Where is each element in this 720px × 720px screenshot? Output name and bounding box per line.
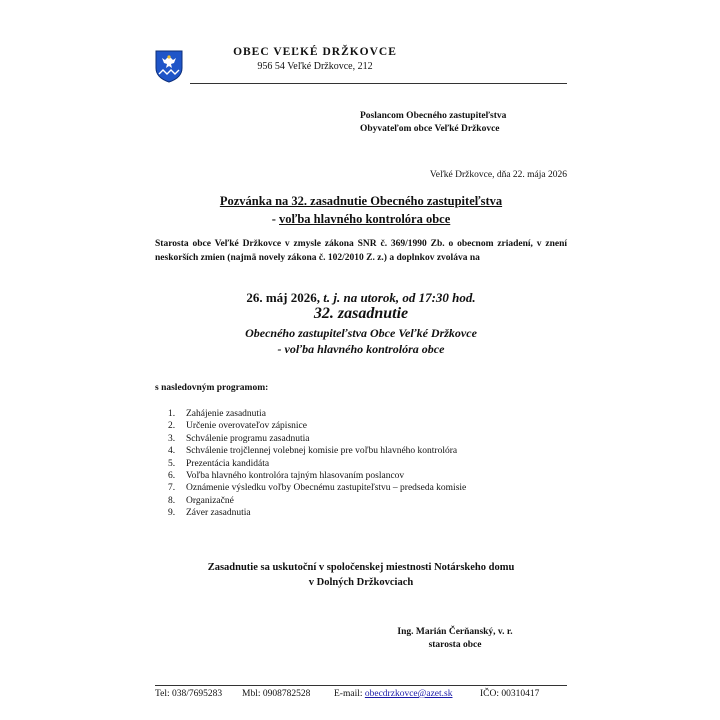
header-divider [190, 83, 567, 84]
coat-of-arms-icon [155, 50, 183, 83]
agenda-text: Organizačné [186, 495, 234, 506]
agenda-number: 8. [168, 495, 176, 506]
agenda-text: Voľba hlavného kontrolóra tajným hlasovaním poslancov [186, 470, 405, 481]
invitation-subtitle [155, 212, 567, 227]
addressee-line: Poslancom Obecného zastupiteľstva [360, 111, 507, 121]
agenda-text: Schválenie trojčlennej volebnej komisie pre voľbu hlavného kontrolóra [186, 446, 458, 457]
meeting-subject: - voľba hlavného kontrolóra obce [277, 342, 445, 356]
venue-line: v Dolných Držkovciach [308, 577, 414, 588]
agenda-number: 9. [168, 508, 176, 519]
agenda-item [168, 470, 466, 482]
signatory-name: Ing. Marián Čerňanský, v. r. [397, 627, 513, 637]
agenda-number: 1. [168, 409, 176, 419]
meeting-date [155, 290, 567, 306]
meeting-body: Obecného zastupiteľstva Obce Veľké Držkovce [245, 326, 477, 340]
agenda-item [168, 433, 466, 445]
agenda-item [168, 408, 466, 420]
meeting-date-bold: 26. máj 2026, [246, 290, 324, 305]
agenda-item [168, 420, 466, 432]
footer-divider [155, 685, 567, 686]
addressee-line: Obyvateľom obce Veľké Držkovce [360, 124, 500, 134]
footer-email [334, 689, 452, 699]
agenda-item [168, 458, 466, 470]
agenda-number: 5. [168, 458, 176, 469]
subtitle-text: voľba hlavného kontrolóra obce [279, 212, 451, 226]
agenda-number: 3. [168, 433, 176, 444]
footer-email-link[interactable]: obecdrzkovce@azet.sk [364, 689, 453, 699]
footer-phone: Tel: 038/7695283 [155, 689, 223, 699]
agenda-item [168, 482, 466, 494]
invitation-title: Pozvánka na 32. zasadnutie Obecného zastupiteľstva [219, 194, 503, 208]
agenda-text: Oznámenie výsledku voľby Obecnému zastupiteľstvu – predseda komisie [186, 483, 467, 494]
agenda-item [168, 507, 466, 519]
agenda-item [168, 495, 466, 507]
date-line: Veľké Držkovce, dňa 22. mája 2026 [429, 170, 567, 180]
signatory-role: starosta obce [428, 640, 482, 650]
agenda-number: 4. [168, 446, 176, 457]
meeting-number: 32. zasadnutie [313, 305, 409, 322]
agenda-text: Zahájenie zasadnutia [186, 409, 266, 419]
agenda-text: Určenie overovateľov zápisnice [186, 421, 307, 432]
program-intro: s nasledovným programom: [155, 383, 269, 393]
org-name: OBEC VEĽKÉ DRŽKOVCE [233, 46, 397, 58]
footer-email-label: E-mail: [334, 689, 365, 699]
meeting-date-italic: t. j. na utorok, od 17:30 hod. [323, 290, 476, 305]
agenda-text: Záver zasadnutia [186, 508, 251, 519]
agenda-number: 2. [168, 421, 176, 432]
subtitle-dash: - [271, 212, 279, 226]
agenda-text: Prezentácia kandidáta [186, 458, 270, 469]
agenda-item [168, 445, 466, 457]
intro-paragraph: Starosta obce Veľké Držkovce v zmysle zákona SNR č. 369/1990 Zb. o obecnom zriadení, v znení neskorších zmien (najmä novely zákona č. 102/2010 Z. z.) a doplnkov zvoláva na [155, 239, 567, 263]
footer-ico: IČO: 00310417 [480, 689, 540, 699]
agenda-number: 6. [168, 470, 176, 481]
venue-line: Zasadnutie sa uskutoční v spoločenskej miestnosti Notárskeho domu [207, 562, 515, 573]
agenda-text: Schválenie programu zasadnutia [186, 433, 310, 444]
org-address: 956 54 Veľké Držkovce, 212 [257, 61, 373, 72]
agenda-number: 7. [168, 483, 176, 494]
agenda-list [168, 408, 466, 520]
footer-mobile: Mbl: 0908782528 [242, 689, 311, 699]
